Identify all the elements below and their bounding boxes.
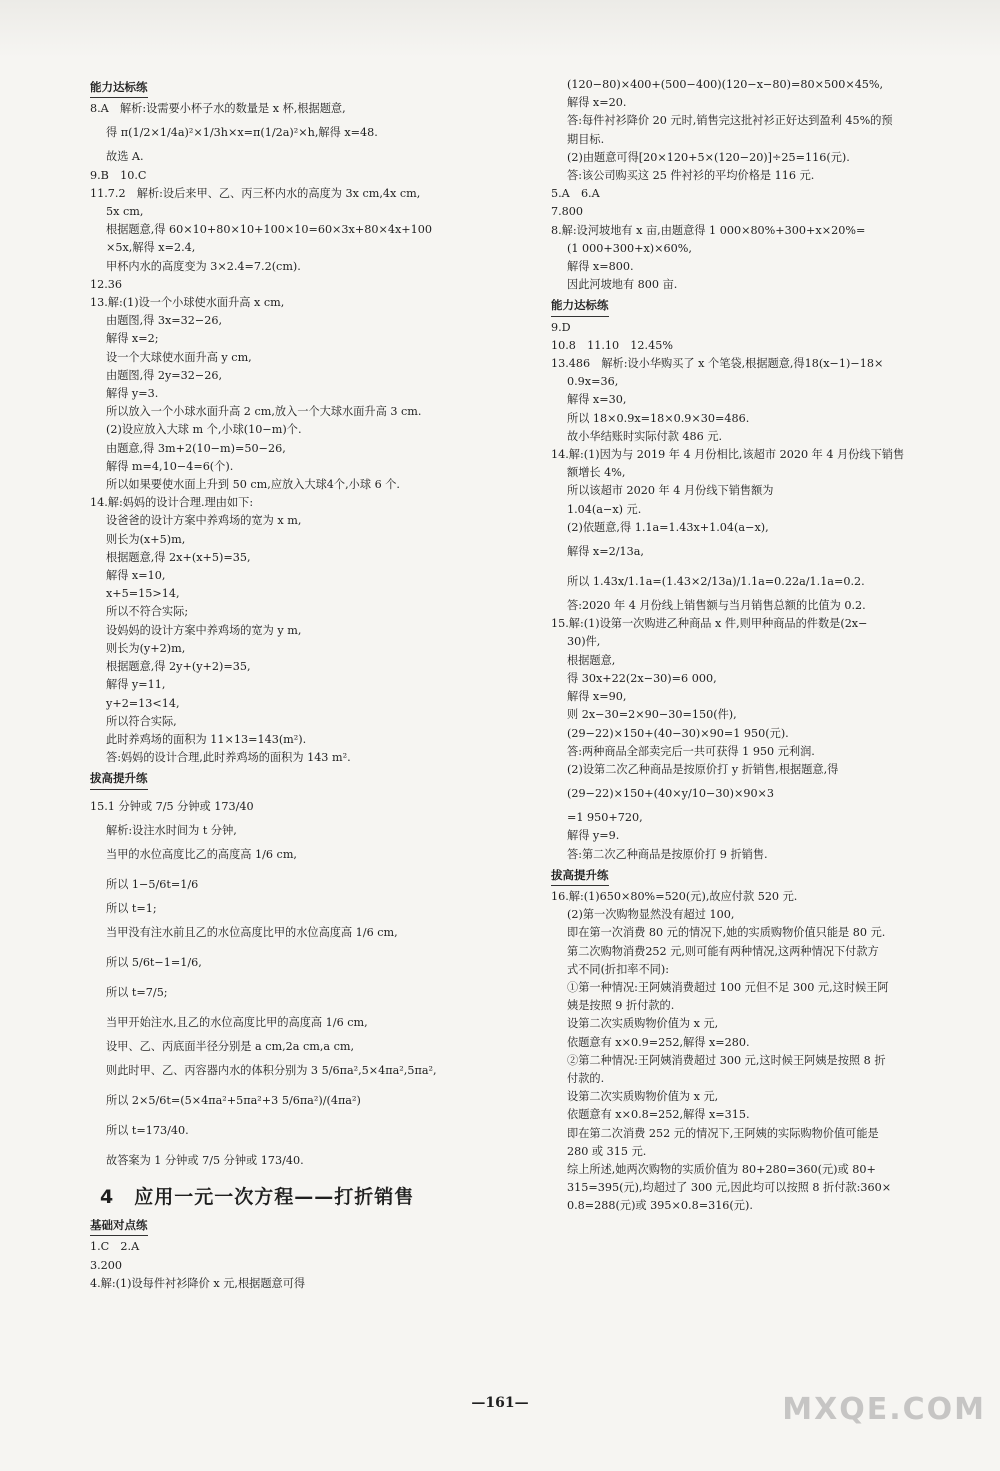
- answer-line: (2)设应放入大球 m 个,小球(10−m)个.: [106, 423, 302, 437]
- answer-line: 7.800: [551, 205, 584, 219]
- answer-line: 解得 x=800.: [567, 260, 634, 274]
- answer-line: 依题意有 x×0.9=252,解得 x=280.: [567, 1035, 750, 1049]
- scan-shadow: [0, 0, 1000, 58]
- answer-line: 解得 m=4,10−4=6(个).: [106, 459, 234, 473]
- answer-line: 解得 y=11,: [106, 678, 166, 692]
- answer-line: 所以 t=173/40.: [106, 1124, 189, 1138]
- answer-line: 所以 5/6t−1=1/6,: [106, 955, 202, 969]
- answer-line: 设第二次实质购物价值为 x 元,: [567, 1090, 719, 1104]
- answer-line: 此时养鸡场的面积为 11×13=143(m²).: [106, 732, 307, 746]
- answer-line: 设甲、乙、丙底面半径分别是 a cm,2a cm,a cm,: [106, 1039, 355, 1053]
- answer-line: y+2=13<14,: [106, 696, 180, 710]
- answer-line: 8.A 解析:设需要小杯子水的数量是 x 杯,根据题意,: [90, 102, 346, 116]
- answer-line: 故小华结账时实际付款 486 元.: [567, 429, 723, 443]
- answer-line: 故答案为 1 分钟或 7/5 分钟或 173/40.: [106, 1154, 304, 1168]
- answer-line: 付款的.: [567, 1071, 605, 1085]
- answer-line: 设妈妈的设计方案中养鸡场的宽为 y m,: [106, 623, 302, 637]
- answer-line: 得 30x+22(2x−30)=6 000,: [567, 671, 717, 685]
- answer-line: 则此时甲、乙、丙容器内水的体积分别为 3 5/6πa²,5×4πa²,5πa²,: [106, 1064, 437, 1078]
- answer-line: 所以符合实际,: [106, 714, 177, 728]
- answer-line: 根据题意,得 2y+(y+2)=35,: [106, 660, 251, 674]
- section-heading-row: [90, 767, 535, 791]
- answer-line: 16.解:(1)650×80%=520(元),故应付款 520 元.: [551, 889, 798, 903]
- answer-line: 14.解:妈妈的设计合理.理由如下:: [90, 496, 254, 510]
- answer-line: 9.B 10.C: [90, 168, 147, 182]
- right-column: [551, 76, 976, 1216]
- page-number: —161—: [471, 1395, 529, 1411]
- answer-line: 5x cm,: [106, 205, 144, 219]
- answer-line: 当甲没有注水前且乙的水位高度比甲的水位高度高 1/6 cm,: [106, 925, 398, 939]
- answer-line: (29−22)×150+(40−30)×90=1 950(元).: [567, 726, 789, 740]
- answer-line: 解得 y=3.: [106, 387, 159, 401]
- answer-line: 解得 x=2;: [106, 332, 159, 346]
- answer-line: 故选 A.: [106, 150, 144, 164]
- answer-line: 解析:设注水时间为 t 分钟,: [106, 823, 237, 837]
- answer-line: 解得 y=9.: [567, 829, 620, 843]
- watermark: MXQE.COM: [782, 1392, 986, 1427]
- section-heading: 拔高提升练: [90, 769, 148, 789]
- answer-line: 式不同(折扣率不同):: [567, 962, 669, 976]
- answer-line: 4.解:(1)设每件衬衫降价 x 元,根据题意可得: [90, 1276, 306, 1290]
- answer-line: 答:两种商品全部卖完后一共可获得 1 950 元利润.: [567, 744, 815, 758]
- answer-line: 则长为(y+2)m,: [106, 641, 186, 655]
- answer-line: x+5=15>14,: [106, 587, 180, 601]
- answer-line: 14.解:(1)因为与 2019 年 4 月份相比,该超市 2020 年 4 月份线下销售: [551, 448, 905, 462]
- answer-line: 解得 x=2/13a,: [567, 545, 644, 559]
- answer-line: ①第一种情况:王阿姨消费超过 100 元但不足 300 元,这时候王阿: [567, 980, 889, 994]
- answer-line: (2)第一次购物显然没有超过 100,: [567, 908, 735, 922]
- answer-line: 依题意有 x×0.8=252,解得 x=315.: [567, 1108, 750, 1122]
- answer-line: 30)件,: [567, 635, 601, 649]
- answer-line: 0.8=288(元)或 395×0.8=316(元).: [567, 1199, 753, 1213]
- answer-line: 所以该超市 2020 年 4 月份线下销售额为: [567, 484, 774, 498]
- lesson-heading: 4 应用一元一次方程——打折销售: [100, 1186, 415, 1209]
- answer-line: 11.7.2 解析:设后来甲、乙、丙三杯内水的高度为 3x cm,4x cm,: [90, 186, 421, 200]
- answer-line: 9.D: [551, 320, 571, 334]
- answer-line: 13.486 解析:设小华购买了 x 个笔袋,根据题意,得18(x−1)−18×: [551, 357, 884, 371]
- answer-line: 根据题意,: [567, 653, 616, 667]
- answer-line: 设爸爸的设计方案中养鸡场的宽为 x m,: [106, 514, 302, 528]
- answer-line: 所以 1.43x/1.1a=(1.43×2/13a)/1.1a=0.22a/1.1a=0.2.: [567, 575, 865, 589]
- section-heading-row: [90, 1214, 535, 1238]
- answer-line: 根据题意,得 2x+(x+5)=35,: [106, 550, 251, 564]
- answer-line: (2)由题意可得[20×120+5×(120−20)]÷25=116(元).: [567, 150, 850, 164]
- answer-line: ②第二种情况:王阿姨消费超过 300 元,这时候王阿姨是按照 8 折: [567, 1053, 886, 1067]
- answer-line: 10.8 11.10 12.45%: [551, 338, 673, 352]
- answer-line: 由题图,得 3x=32−26,: [106, 314, 223, 328]
- section-heading-row: [551, 864, 976, 888]
- answer-line: 答:第二次乙种商品是按原价打 9 折销售.: [567, 847, 768, 861]
- answer-line: 所以放入一个小球水面升高 2 cm,放入一个大球水面升高 3 cm.: [106, 405, 422, 419]
- answer-line: 15.1 分钟或 7/5 分钟或 173/40: [90, 799, 254, 813]
- answer-line: 设第二次实质购物价值为 x 元,: [567, 1017, 719, 1031]
- answer-line: 所以如果要使水面上升到 50 cm,应放入大球4个,小球 6 个.: [106, 478, 400, 492]
- answer-line: 所以 18×0.9x=18×0.9×30=486.: [567, 411, 750, 425]
- answer-line: 期目标.: [567, 132, 605, 146]
- answer-line: ×5x,解得 x=2.4,: [106, 241, 196, 255]
- answer-line: 第二次购物消费252 元,则可能有两种情况,这两种情况下付款方: [567, 944, 879, 958]
- answer-line: 1.04(a−x) 元.: [567, 502, 642, 516]
- answer-line: 所以不符合实际;: [106, 605, 189, 619]
- answer-line: 8.解:设河坡地有 x 亩,由题意得 1 000×80%+300+x×20%=: [551, 223, 866, 237]
- section-heading: 能力达标练: [90, 78, 148, 98]
- answer-line: 综上所述,她两次购物的实质价值为 80+280=360(元)或 80+: [567, 1162, 876, 1176]
- answer-line: 姨是按照 9 折付款的.: [567, 999, 675, 1013]
- answer-line: 得 π(1/2×1/4a)²×1/3h×x=π(1/2a)²×h,解得 x=48.: [106, 126, 378, 140]
- answer-line: 所以 1−5/6t=1/6: [106, 877, 199, 891]
- answer-line: (29−22)×150+(40×y/10−30)×90×3: [567, 787, 775, 801]
- answer-line: 答:该公司购买这 25 件衬衫的平均价格是 116 元.: [567, 169, 815, 183]
- answer-line: 答:2020 年 4 月份线上销售额与当月销售总额的比值为 0.2.: [567, 599, 866, 613]
- answer-line: 13.解:(1)设一个小球使水面升高 x cm,: [90, 296, 285, 310]
- answer-line: 答:妈妈的设计合理,此时养鸡场的面积为 143 m².: [106, 751, 351, 765]
- answer-line: =1 950+720,: [567, 811, 643, 825]
- answer-line: 当甲的水位高度比乙的高度高 1/6 cm,: [106, 847, 297, 861]
- section-heading-row: [90, 76, 535, 100]
- section-heading: 能力达标练: [551, 296, 609, 316]
- answer-line: (2)设第二次乙种商品是按原价打 y 折销售,根据题意,得: [567, 762, 839, 776]
- answer-line: 所以 2×5/6t=(5×4πa²+5πa²+3 5/6πa²)/(4πa²): [106, 1094, 361, 1108]
- answer-line: 即在第二次消费 252 元的情况下,王阿姨的实际购物价值可能是: [567, 1126, 879, 1140]
- answer-line: 解得 x=10,: [106, 569, 166, 583]
- answer-line: 解得 x=20.: [567, 96, 627, 110]
- answer-line: 280 或 315 元.: [567, 1144, 647, 1158]
- answer-line: 由题图,得 2y=32−26,: [106, 368, 223, 382]
- answer-line: 解得 x=90,: [567, 690, 627, 704]
- answer-line: 所以 t=7/5;: [106, 985, 168, 999]
- answer-line: 1.C 2.A: [90, 1240, 140, 1254]
- answer-line: 解得 x=30,: [567, 393, 627, 407]
- answer-line: 额增长 4%,: [567, 466, 626, 480]
- answer-line: 5.A 6.A: [551, 187, 600, 201]
- answer-line: 当甲开始注水,且乙的水位高度比甲的高度高 1/6 cm,: [106, 1015, 368, 1029]
- answer-line: 因此河坡地有 800 亩.: [567, 278, 678, 292]
- answer-line: 由题意,得 3m+2(10−m)=50−26,: [106, 441, 286, 455]
- section-heading: 拔高提升练: [551, 866, 609, 886]
- answer-line: 0.9x=36,: [567, 375, 619, 389]
- answer-line: (1 000+300+x)×60%,: [567, 241, 692, 255]
- answer-line: 即在第一次消费 80 元的情况下,她的实质购物价值只能是 80 元.: [567, 926, 886, 940]
- answer-line: 则 2x−30=2×90−30=150(件),: [567, 708, 737, 722]
- answer-line: 答:每件衬衫降价 20 元时,销售完这批衬衫正好达到盈利 45%的预: [567, 114, 893, 128]
- left-column: [90, 76, 535, 1293]
- answer-line: 12.36: [90, 277, 123, 291]
- answer-line: 315=395(元),均超过了 300 元,因此均可以按照 8 折付款:360×: [567, 1181, 892, 1195]
- answer-line: 3.200: [90, 1258, 123, 1272]
- section-heading-row: [551, 294, 976, 318]
- answer-line: 根据题意,得 60×10+80×10+100×10=60×3x+80×4x+100: [106, 223, 433, 237]
- answer-line: (120−80)×400+(500−400)(120−x−80)=80×500×45%,: [567, 78, 884, 91]
- section-heading: 基础对点练: [90, 1216, 148, 1236]
- answer-line: 所以 t=1;: [106, 901, 157, 915]
- answer-line: 甲杯内水的高度变为 3×2.4=7.2(cm).: [106, 259, 301, 273]
- answer-line: (2)依题意,得 1.1a=1.43x+1.04(a−x),: [567, 520, 769, 534]
- answer-line: 15.解:(1)设第一次购进乙种商品 x 件,则甲种商品的件数是(2x−: [551, 617, 868, 631]
- answer-line: 设一个大球使水面升高 y cm,: [106, 350, 252, 364]
- answer-line: 则长为(x+5)m,: [106, 532, 186, 546]
